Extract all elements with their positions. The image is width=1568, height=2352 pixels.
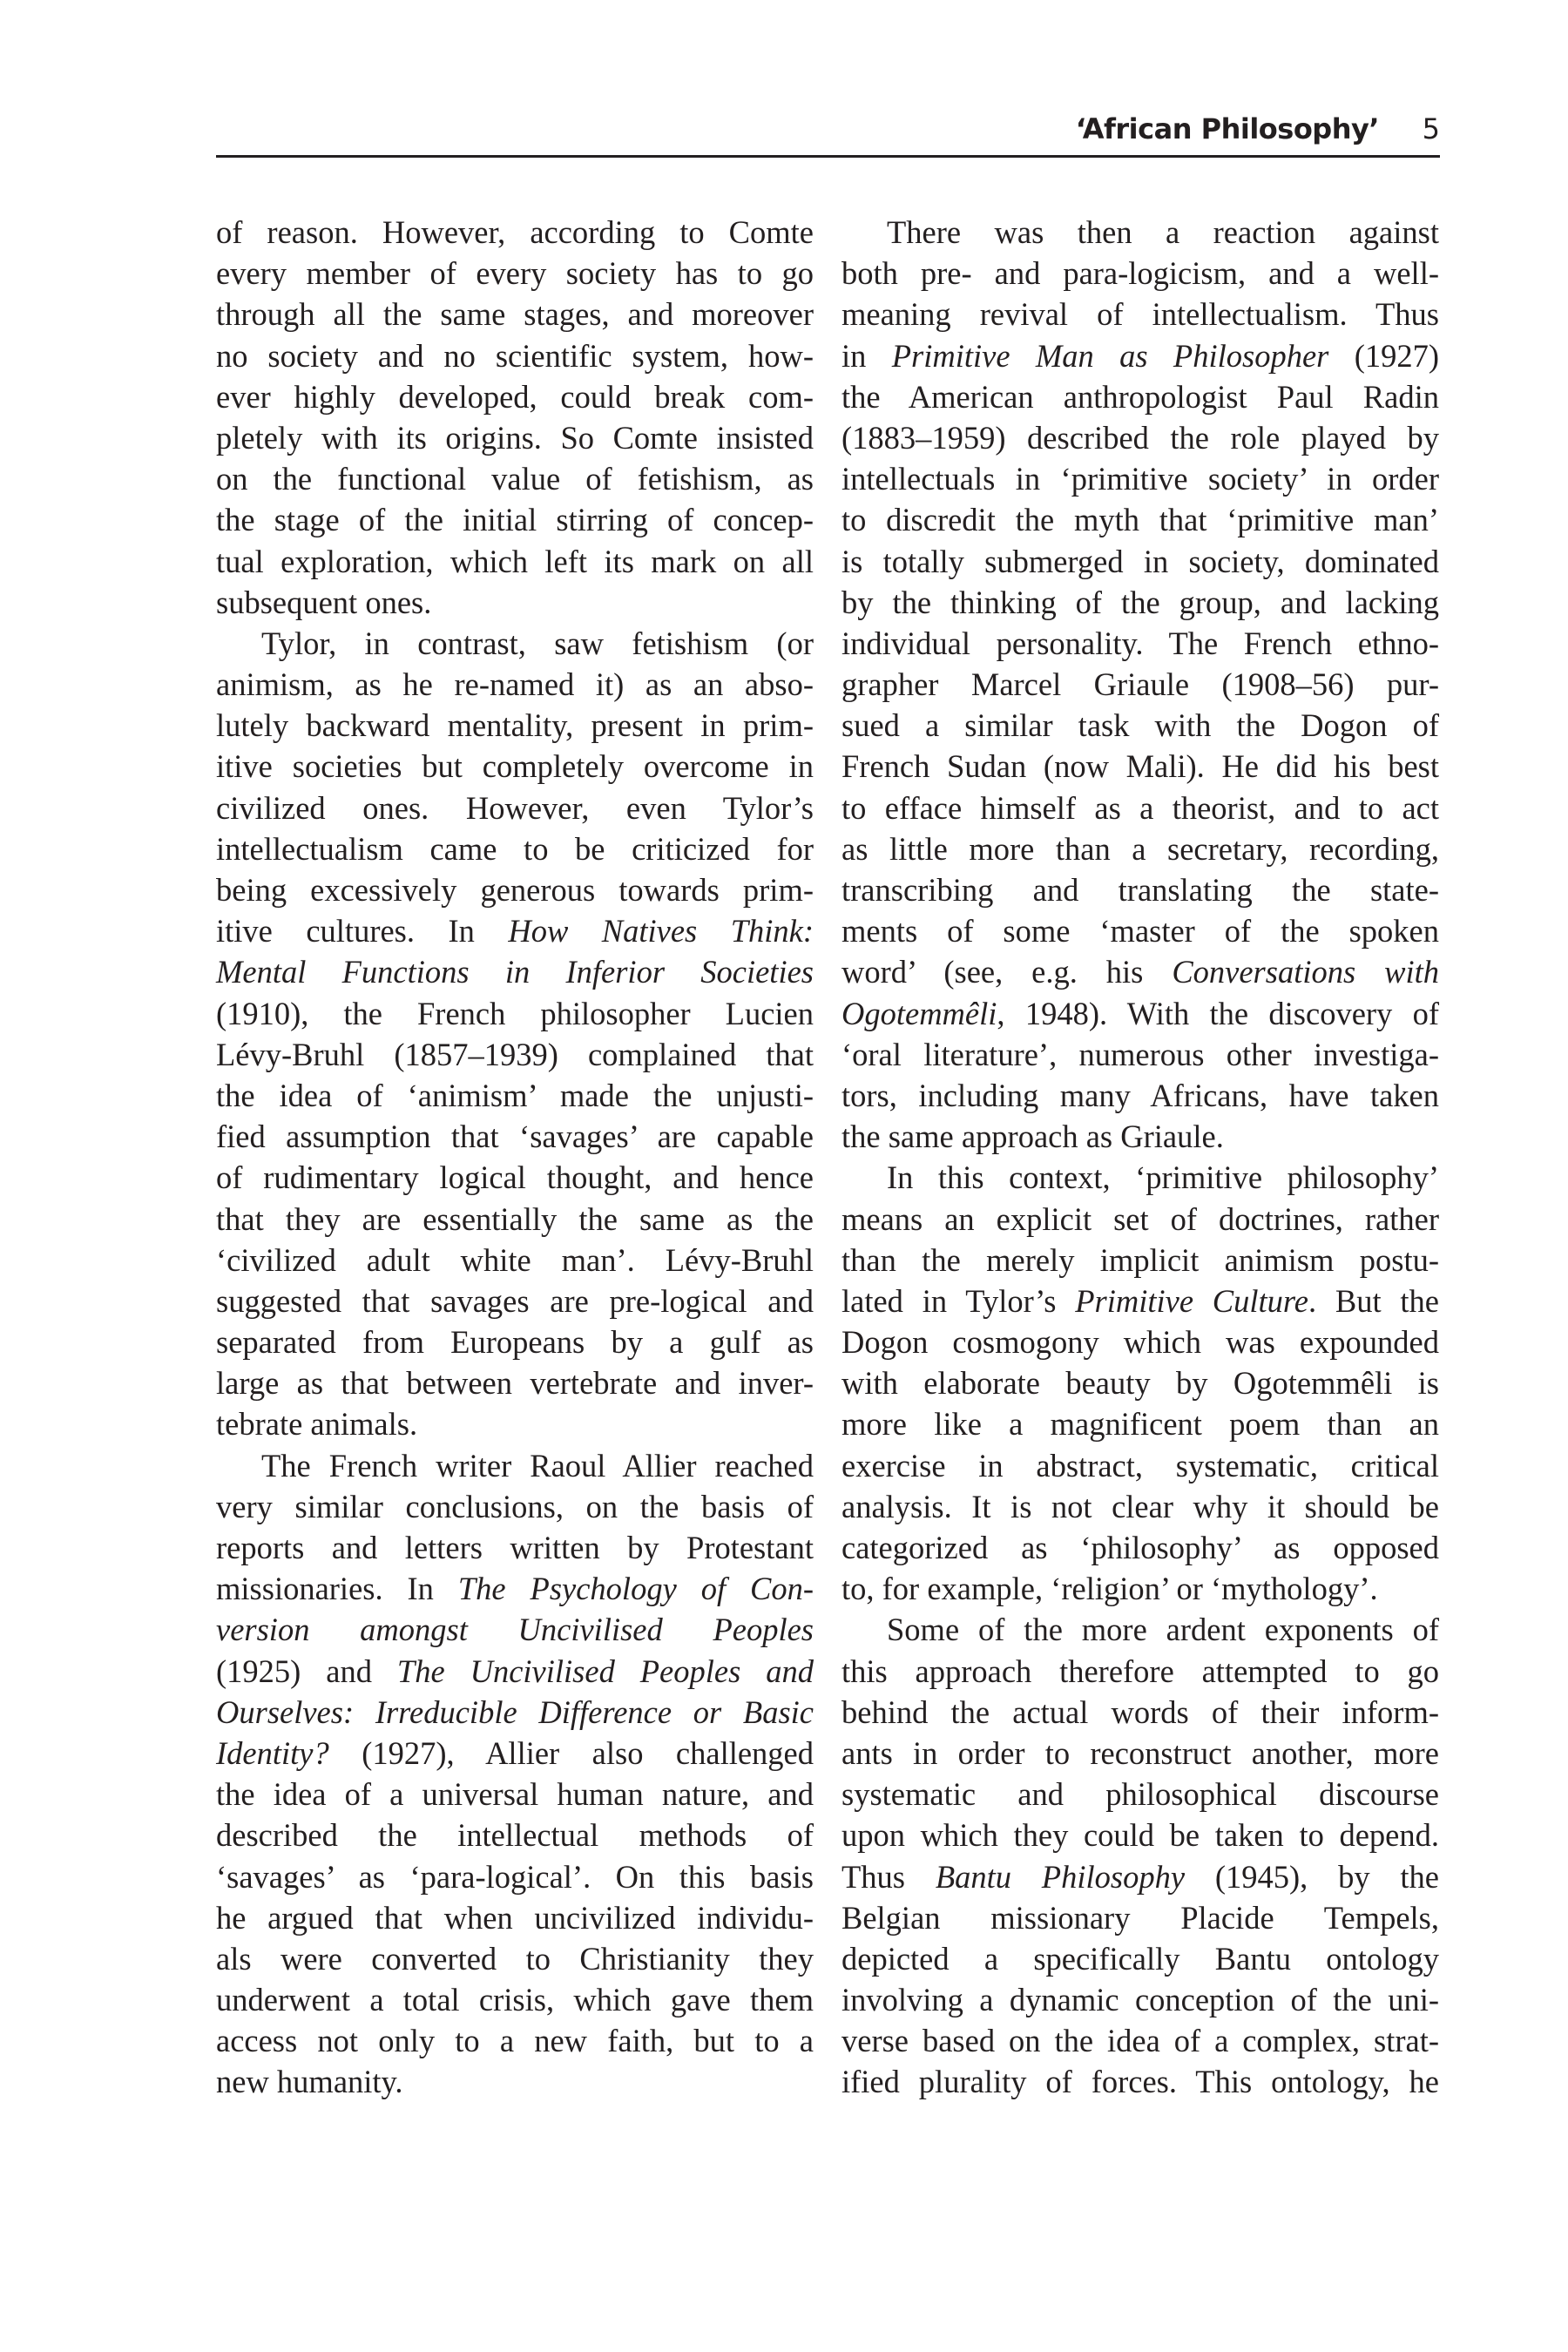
text-line: tors, including many Africans, have taken xyxy=(841,1077,1439,1113)
text-line: very similar conclusions, on the basis of xyxy=(216,1488,814,1524)
text-line: Dogon cosmogony which was expounded xyxy=(841,1324,1439,1361)
text-line: in Primitive Man as Philosopher (1927) xyxy=(841,337,1440,374)
text-line: described the intellectual methods of xyxy=(216,1817,814,1854)
text-line: ified plurality of forces. This ontology, he xyxy=(841,2064,1439,2100)
paragraph-start-line: There was then a reaction against xyxy=(887,214,1439,250)
text-line: the stage of the initial stirring of concep- xyxy=(216,502,814,538)
text-line: reports and letters written by Protestant xyxy=(216,1530,814,1565)
text-column-left xyxy=(216,212,814,2103)
text-line: (1925) and The Uncivilised Peoples and xyxy=(216,1652,814,1689)
text-line: being excessively generous towards prim- xyxy=(216,872,814,908)
text-line: the idea of ‘animism’ made the unjusti- xyxy=(216,1077,814,1113)
text-line: pletely with its origins. So Comte insisted xyxy=(216,419,814,456)
text-line: on the functional value of fetishism, as xyxy=(216,461,814,497)
text-line: French Sudan (now Mali). He did his best xyxy=(841,748,1439,785)
text-line: Ourselves: Irreducible Difference or Basic xyxy=(216,1693,814,1730)
text-line: (1883–1959) described the role played by xyxy=(841,419,1439,456)
page-number: 5 xyxy=(1422,112,1440,145)
text-line: als were converted to Christianity they xyxy=(216,1940,814,1977)
text-line: depicted a specifically Bantu ontology xyxy=(841,1940,1439,1977)
text-line: (1910), the French philosopher Lucien xyxy=(216,995,814,1031)
text-line: fied assumption that ‘savages’ are capable xyxy=(216,1119,814,1155)
text-line: meaning revival of intellectualism. Thus xyxy=(841,296,1439,333)
text-line: involving a dynamic conception of the uni- xyxy=(841,1982,1439,2018)
text-line: as little more than a secretary, recording, xyxy=(841,830,1439,867)
text-line: ever highly developed, could break com- xyxy=(216,378,814,415)
text-line: to discredit the myth that ‘primitive man’ xyxy=(841,502,1439,538)
text-line: the same approach as Griaule. xyxy=(841,1119,1224,1155)
text-line: civilized ones. However, even Tylor’s xyxy=(216,789,814,826)
text-line: underwent a total crisis, which gave them xyxy=(216,1982,814,2018)
text-line: lutely backward mentality, present in prim- xyxy=(216,707,814,744)
text-line: tebrate animals. xyxy=(216,1406,418,1443)
running-head xyxy=(216,110,1440,158)
text-line: than the merely implicit animism postu- xyxy=(841,1241,1439,1278)
text-line: of reason. However, according to Comte xyxy=(216,214,814,250)
text-line: that they are essentially the same as the xyxy=(216,1200,814,1237)
text-line: ‘savages’ as ‘para-logical’. On this basis xyxy=(216,1858,814,1895)
text-line: every member of every society has to go xyxy=(216,255,814,292)
text-line: individual personality. The French ethno- xyxy=(841,625,1439,661)
text-line: Identity? (1927), Allier also challenged xyxy=(216,1734,814,1771)
text-line: Mental Functions in Inferior Societies xyxy=(216,954,814,990)
text-line: behind the actual words of their inform- xyxy=(841,1693,1439,1730)
paragraph-start-line: Some of the more ardent exponents of xyxy=(887,1612,1439,1648)
text-line: systematic and philosophical discourse xyxy=(841,1776,1439,1813)
running-title: ‘African Philosophy’ xyxy=(1075,112,1379,145)
text-line: to efface himself as a theorist, and to act xyxy=(841,789,1439,826)
text-line: ants in order to reconstruct another, more xyxy=(841,1734,1439,1771)
text-line: version amongst Uncivilised Peoples xyxy=(216,1612,814,1648)
text-line: of rudimentary logical thought, and hence xyxy=(216,1159,814,1196)
text-line: he argued that when uncivilized individu- xyxy=(216,1899,814,1936)
text-line: categorized as ‘philosophy’ as opposed xyxy=(841,1530,1439,1565)
text-line: itive cultures. In How Natives Think: xyxy=(216,913,814,950)
text-line: is totally submerged in society, dominated xyxy=(841,543,1439,579)
text-line: by the thinking of the group, and lacking xyxy=(841,584,1439,620)
text-line: Thus Bantu Philosophy (1945), by the xyxy=(841,1858,1440,1895)
paragraph-start-line: In this context, ‘primitive philosophy’ xyxy=(887,1159,1439,1196)
text-line: ments of some ‘master of the spoken xyxy=(841,913,1439,950)
text-line: to, for example, ‘religion’ or ‘mythology’. xyxy=(841,1571,1378,1607)
text-line: no society and no scientific system, how- xyxy=(216,337,814,374)
text-line: intellectuals in ‘primitive society’ in order xyxy=(841,461,1439,497)
text-line: verse based on the idea of a complex, strat- xyxy=(841,2023,1439,2059)
text-line: Lévy-Bruhl (1857–1939) complained that xyxy=(216,1036,814,1072)
text-line: both pre- and para-logicism, and a well- xyxy=(841,255,1439,292)
text-line: analysis. It is not clear why it should be xyxy=(841,1488,1439,1524)
text-line: new humanity. xyxy=(216,2064,403,2100)
text-line: with elaborate beauty by Ogotemmêli is xyxy=(841,1365,1439,1402)
text-line: more like a magnificent poem than an xyxy=(841,1406,1439,1443)
text-line: intellectualism came to be criticized for xyxy=(216,830,814,867)
text-line: through all the same stages, and moreover xyxy=(216,296,814,333)
text-line: Ogotemmêli, 1948). With the discovery of xyxy=(841,995,1439,1031)
text-line: access not only to a new faith, but to a xyxy=(216,2023,814,2059)
text-line: grapher Marcel Griaule (1908–56) pur- xyxy=(841,666,1439,703)
text-line: sued a similar task with the Dogon of xyxy=(841,707,1439,744)
paragraph-start-line: The French writer Raoul Allier reached xyxy=(261,1447,814,1484)
text-line: Belgian missionary Placide Tempels, xyxy=(841,1899,1439,1936)
text-line: lated in Tylor’s Primitive Culture. But the xyxy=(841,1282,1439,1319)
text-line: the American anthropologist Paul Radin xyxy=(841,378,1439,415)
text-line: exercise in abstract, systematic, critical xyxy=(841,1447,1439,1484)
text-line: ‘oral literature’, numerous other investiga- xyxy=(841,1036,1439,1072)
text-line: the idea of a universal human nature, and xyxy=(216,1776,814,1813)
text-line: animism, as he re-named it) as an abso- xyxy=(216,666,814,703)
text-line: this approach therefore attempted to go xyxy=(841,1652,1439,1689)
text-line: ‘civilized adult white man’. Lévy-Bruhl xyxy=(216,1241,814,1278)
text-line: tual exploration, which left its mark on all xyxy=(216,543,814,579)
text-line: transcribing and translating the state- xyxy=(841,872,1439,908)
text-line: itive societies but completely overcome in xyxy=(216,748,814,785)
text-line: word’ (see, e.g. his Conversations with xyxy=(841,954,1439,990)
text-line: missionaries. In The Psychology of Con- xyxy=(216,1571,814,1607)
text-column-right xyxy=(841,212,1439,2103)
paragraph-start-line: Tylor, in contrast, saw fetishism (or xyxy=(261,625,814,661)
text-line: means an explicit set of doctrines, rather xyxy=(841,1200,1439,1237)
text-line: subsequent ones. xyxy=(216,584,432,620)
text-line: large as that between vertebrate and inver- xyxy=(216,1365,814,1402)
text-line: suggested that savages are pre-logical and xyxy=(216,1282,814,1319)
text-line: separated from Europeans by a gulf as xyxy=(216,1324,814,1361)
text-line: upon which they could be taken to depend. xyxy=(841,1817,1439,1854)
